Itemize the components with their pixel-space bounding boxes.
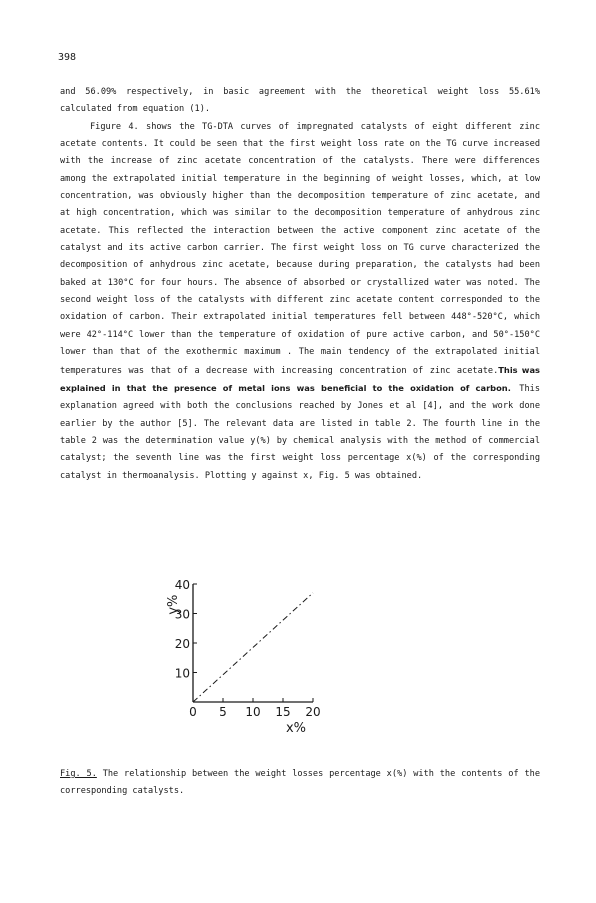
figure-label: Fig. 5.: [60, 769, 97, 779]
paragraph-text: Figure 4. shows the TG-DTA curves of impregnated catalysts of eight different zinc acetate contents. It could be seen that the first weight loss rate on the TG curve increased with the increase of zinc acetate concentration of the catalysts. There were differences among the extrapolated initial temperature in the beginning of weight losses, which, at low concentration, was obviously higher than the decomposition temperature of zinc acetate, and at high concentration, which was similar to the decomposition temperature of anhydrous zinc acetate. This reflected the interaction between the active component zinc acetate of the catalyst and its active carbon carrier. The first weight loss on TG curve characterized the decomposition of anhydrous zinc acetate, because during preparation, the catalysts had been baked at 130°C for four hours. The absence of absorbed or crystallized water was noted. The second weight loss of the catalysts with different zinc acetate content corresponded to the oxidation of carbon. Their extrapolated initial temperatures fell between 448°-520°C, which were 42°-114°C lower than the temperature of oxidation of pure active carbon, and 50°-150°C lower than that of the exothermic maximum . The main tendency of the extrapolated initial temperatures was that of a decrease with increasing concentration of zinc acetate.: [60, 121, 540, 376]
figure-caption: [60, 766, 540, 801]
line-chart: [165, 578, 335, 738]
y-tick-label: 10: [174, 666, 190, 681]
y-tick-label: 20: [174, 637, 190, 651]
paragraph: [60, 119, 540, 485]
x-tick-label: 20: [305, 705, 321, 719]
y-tick-label: 30: [174, 607, 190, 622]
y-axis-label: y%: [166, 594, 181, 615]
body-text: [60, 84, 540, 485]
x-tick-label: 15: [275, 705, 291, 719]
y-tick-label: 40: [174, 578, 190, 592]
paragraph-text: This explanation agreed with both the conclusions reached by Jones et al [4], and the work done earlier by the author [5]. The relevant data are listed in table 2. The fourth line in the table 2 was the determination value y(%) by chemical analysis with the method of commercial catalyst; the seventh line was the first weight loss percentage x(%) of the corresponding catalyst in thermoanalysis. Plotting y against x, Fig. 5 was obtained.: [60, 383, 540, 481]
data-line: [193, 593, 313, 702]
emphasized-sentence: This was explained in that the presence of metal ions was beneficial to the oxidation of carbon.: [60, 364, 540, 393]
paragraph: and 56.09% respectively, in basic agreement with the theoretical weight loss 55.61% calculated from equation (1).: [60, 87, 540, 115]
x-tick-label: 0: [189, 705, 197, 719]
page-number: 398: [58, 52, 77, 63]
x-tick-label: 5: [219, 705, 227, 719]
x-tick-label: 10: [245, 705, 261, 719]
figure-5: [165, 578, 335, 738]
x-axis-label: x%: [285, 721, 307, 736]
caption-text: The relationship between the weight losses percentage x(%) with the contents of the corresponding catalysts.: [60, 769, 540, 797]
